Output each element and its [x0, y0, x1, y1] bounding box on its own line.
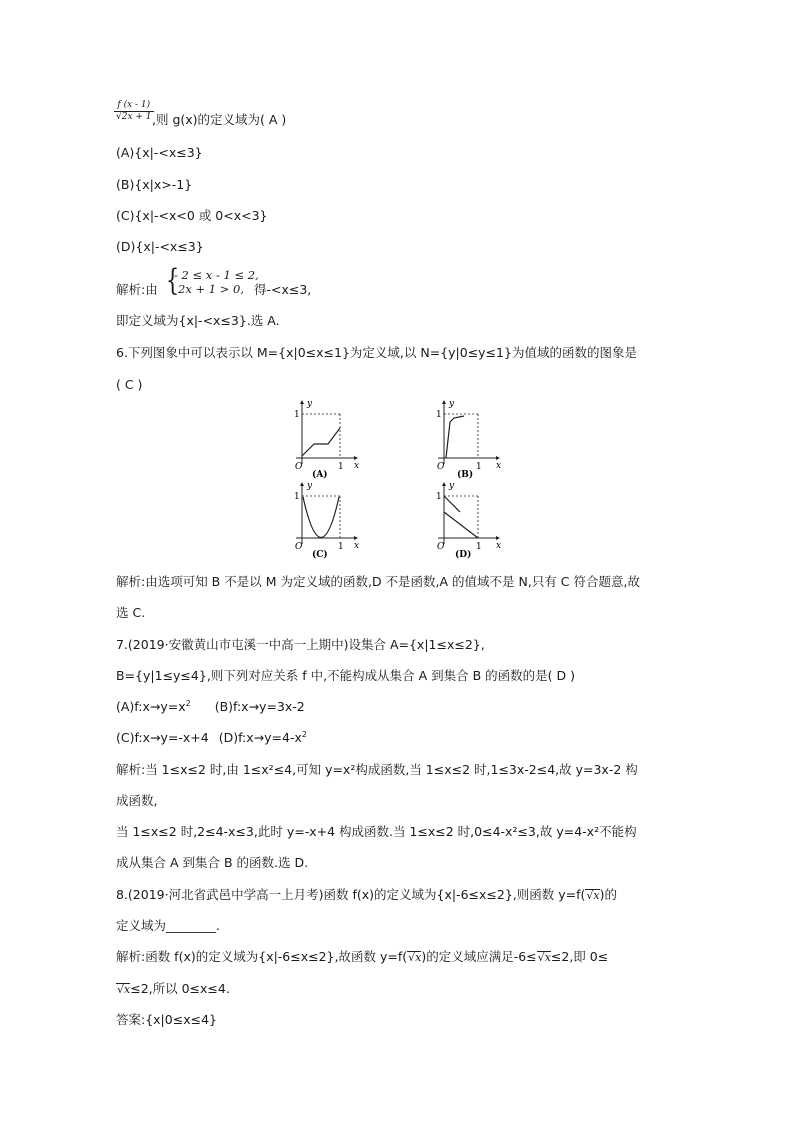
q7-options-row-1: [116, 699, 305, 715]
sqrt-x: √x: [537, 951, 551, 964]
system-line-2: 2x + 1 > 0,: [178, 282, 244, 296]
origin-label: O: [295, 462, 303, 472]
q8-answer: 答案:{x|0≤x≤4}: [116, 1012, 217, 1027]
y-axis-label: y: [307, 481, 313, 491]
sqrt-arg: x: [593, 889, 600, 902]
q8-solution-line-1: [116, 949, 608, 965]
y-axis-label: y: [449, 481, 455, 491]
x-axis-arrow: [354, 456, 358, 460]
origin-label: O: [437, 462, 445, 472]
function-curve: [302, 428, 340, 456]
q7-option-c: (C)f:x→y=-x+4: [116, 730, 209, 745]
fraction-denominator: √2x + 1: [116, 112, 152, 122]
x-axis-label: x: [496, 461, 502, 471]
graph-a: [282, 398, 362, 482]
superscript: 2: [185, 698, 191, 708]
q8-stem-line-1: [116, 887, 617, 903]
origin-label: O: [437, 542, 445, 552]
fraction-numerator: f (x - 1): [114, 100, 154, 112]
graph-label: (A): [312, 470, 328, 480]
q7-stem-line-2: B={y|1≤y≤4},则下列对应关系 f 中,不能构成从集合 A 到集合 B 的函数的是( D ): [116, 668, 575, 683]
sqrt-x: √x: [117, 983, 131, 996]
q6-solution-line-2: 选 C.: [116, 605, 146, 620]
tick-one-y: 1: [294, 492, 300, 502]
q5-solution-prefix: 解析:由: [116, 282, 158, 297]
q7-stem-line-1: 7.(2019·安徽黄山市屯溪一中高一上期中)设集合 A={x|1≤x≤2},: [116, 637, 485, 652]
brace-symbol: {: [165, 263, 180, 298]
y-axis-arrow: [300, 482, 304, 486]
y-axis-label: y: [307, 399, 313, 409]
tick-one-y: 1: [436, 410, 442, 420]
q8-solution-a: 解析:函数 f(x)的定义域为{x|-6≤x≤2},故函数 y=f(: [116, 949, 408, 964]
tick-one-y: 1: [436, 492, 442, 502]
q6-solution-line-1: 解析:由选项可知 B 不是以 M 为定义域的函数,D 不是函数,A 的值域不是 N,只有 C 符合题意,故: [116, 574, 640, 589]
x-axis-label: x: [496, 541, 502, 551]
q7-solution-line-4: 成从集合 A 到集合 B 的函数.选 D.: [116, 855, 309, 870]
system-line-1: - 2 ≤ x - 1 ≤ 2,: [174, 268, 259, 282]
superscript: 2: [301, 729, 307, 739]
q7-option-b: (B)f:x→y=3x-2: [214, 699, 305, 714]
origin-label: O: [295, 542, 303, 552]
function-curve: [446, 416, 464, 458]
q5-solution-line-2: 即定义域为{x|-<x≤3}.选 A.: [116, 313, 280, 328]
y-axis-arrow: [300, 400, 304, 404]
q5-option-a: (A){x|-<x≤3}: [116, 145, 203, 160]
q8-solution-c: ≤2,即 0≤: [550, 949, 609, 964]
sqrt-x: √x: [408, 951, 422, 964]
tick-one-x: 1: [338, 542, 344, 552]
q8-solution-b: )的定义域应满足-6≤: [421, 949, 537, 964]
q5-solution-tail: 得-<x≤3,: [254, 282, 312, 297]
x-axis-arrow: [496, 456, 500, 460]
function-curve: [303, 497, 339, 538]
graph-c: [282, 482, 362, 566]
y-axis-arrow: [442, 482, 446, 486]
x-axis-label: x: [354, 461, 360, 471]
y-axis-label: y: [449, 399, 455, 409]
tick-one-x: 1: [476, 462, 482, 472]
function-branch-upper: [444, 496, 460, 512]
q8-solution-line-2: [116, 981, 230, 997]
q7-option-a: (A)f:x→y=x: [116, 699, 186, 714]
graph-b: [424, 398, 504, 482]
q8-stem-a: 8.(2019·河北省武邑中学高一上月考)函数 f(x)的定义域为{x|-6≤x≤2},则函数 y=f(: [116, 887, 586, 902]
graph-d: [424, 482, 504, 566]
fraction-expression: [114, 100, 154, 123]
sqrt-arg: x: [124, 983, 131, 996]
q7-solution-line-2: 成函数,: [116, 793, 158, 808]
tick-one-x: 1: [338, 462, 344, 472]
tick-one-y: 1: [294, 410, 300, 420]
q7-solution-line-1: 解析:当 1≤x≤2 时,由 1≤x²≤4,可知 y=x²构成函数,当 1≤x≤2 时,1≤3x-2≤4,故 y=3x-2 构: [116, 762, 638, 777]
tick-one-x: 1: [476, 542, 482, 552]
q6-stem-line-2: ( C ): [116, 377, 143, 392]
q8-stem-line-2: 定义域为________.: [116, 918, 220, 933]
x-axis-label: x: [354, 541, 360, 551]
x-axis-arrow: [354, 536, 358, 540]
function-branch-lower: [444, 512, 478, 538]
q8-solution-tail: ≤2,所以 0≤x≤4.: [130, 981, 230, 996]
q8-stem-b: )的: [599, 887, 617, 902]
q6-stem-line-1: 6.下列图象中可以表示以 M={x|0≤x≤1}为定义域,以 N={y|0≤y≤1}为值域的函数的图象是: [116, 345, 637, 360]
q5-option-b: (B){x|x>-1}: [116, 177, 193, 192]
q7-option-d: (D)f:x→y=4-x: [218, 730, 302, 745]
sqrt-x: √x: [586, 889, 600, 902]
q5-option-c: (C){x|-<x<0 或 0<x<3}: [116, 208, 268, 223]
sqrt-arg: x: [544, 951, 551, 964]
q5-stem-tail: ,则 g(x)的定义域为( A ): [152, 112, 287, 127]
q5-option-d: (D){x|-<x≤3}: [116, 239, 204, 254]
graph-label: (C): [312, 550, 328, 560]
q7-solution-line-3: 当 1≤x≤2 时,2≤4-x≤3,此时 y=-x+4 构成函数.当 1≤x≤2 时,0≤4-x²≤3,故 y=4-x²不能构: [116, 824, 637, 839]
x-axis-arrow: [496, 536, 500, 540]
q7-options-row-2: [116, 730, 307, 746]
graph-label: (D): [455, 550, 472, 560]
y-axis-arrow: [442, 400, 446, 404]
sqrt-arg: x: [415, 951, 422, 964]
graph-label: (B): [457, 470, 474, 480]
